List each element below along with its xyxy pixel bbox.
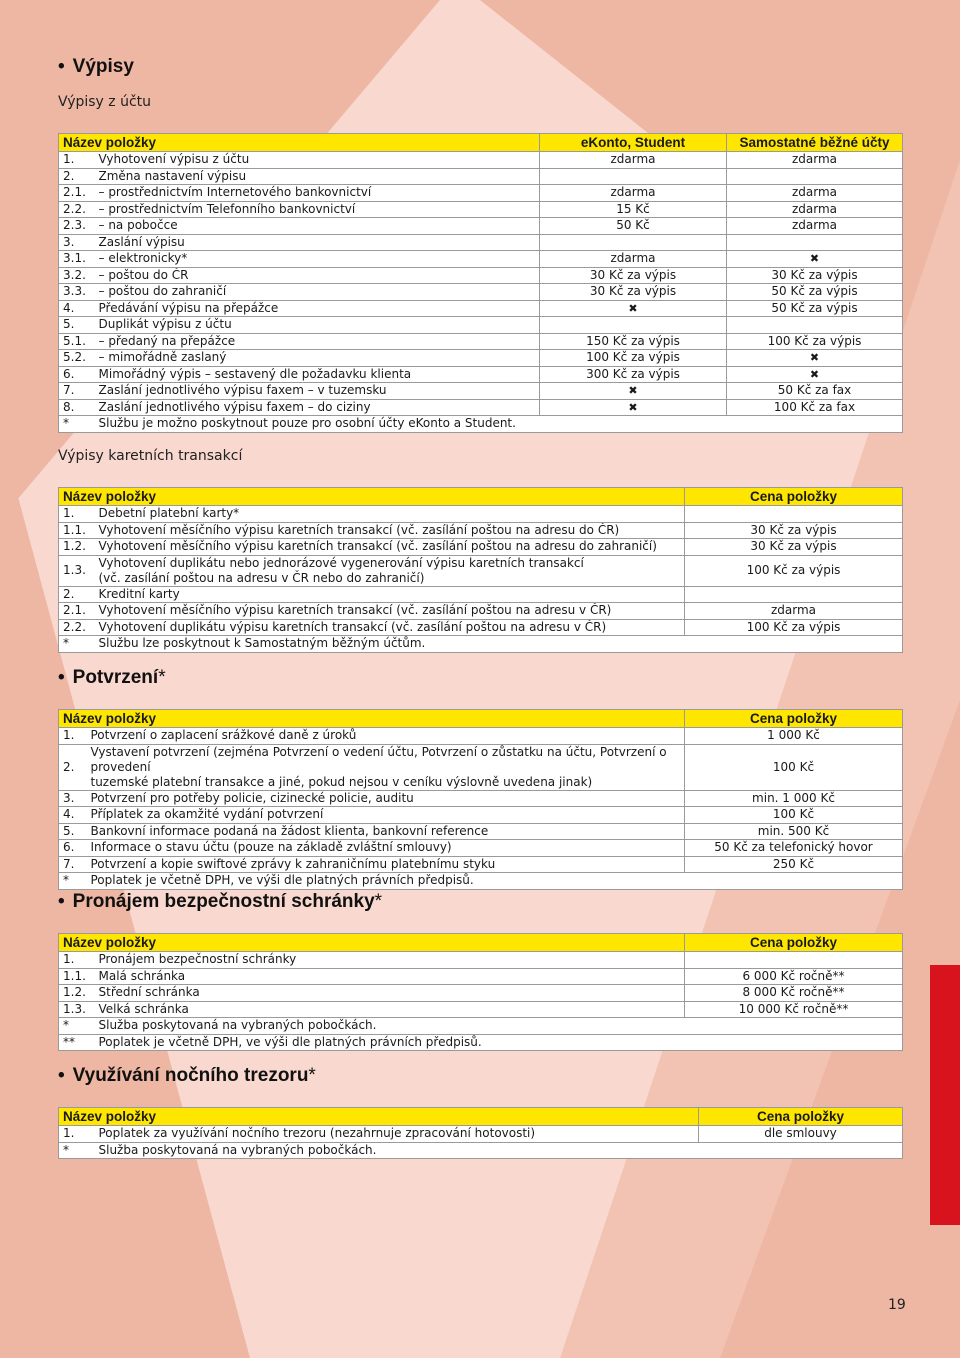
cross-icon: ✖ [809, 367, 820, 381]
column-header-name: Název položky [59, 934, 685, 952]
row-number: 2.2. [59, 619, 95, 636]
row-number: 2.2. [59, 201, 95, 218]
table-row [59, 399, 903, 416]
row-label: Kreditní karty [95, 586, 685, 603]
table-note [59, 1018, 903, 1035]
statements-table [58, 133, 903, 433]
table-row [59, 728, 903, 745]
table-note [59, 416, 903, 433]
table-row [59, 383, 903, 400]
table-row [59, 985, 903, 1002]
row-value-samostatne [727, 366, 903, 383]
note-marker: * [59, 636, 95, 653]
bullet-icon: • [58, 1065, 65, 1086]
row-price: 100 Kč za výpis [685, 555, 903, 586]
table-row [59, 790, 903, 807]
table-header-row [59, 134, 903, 152]
row-value-samostatne: 50 Kč za výpis [727, 284, 903, 301]
table-row [59, 284, 903, 301]
row-label: Malá schránka [95, 968, 685, 985]
row-value-samostatne [727, 234, 903, 251]
table-row [59, 366, 903, 383]
row-label: – poštou do zahraničí [95, 284, 540, 301]
row-value-samostatne: zdarma [727, 218, 903, 235]
row-label: Vyhotovení měsíčního výpisu karetních transakcí (vč. zasílání poštou na adresu do ČR) [95, 522, 685, 539]
cross-icon: ✖ [628, 301, 638, 315]
note-text: Služba poskytovaná na vybraných pobočkách. [95, 1142, 903, 1159]
row-label: Zaslání jednotlivého výpisu faxem – v tuzemsku [95, 383, 540, 400]
table-row [59, 539, 903, 556]
row-label [95, 555, 685, 586]
row-value-samostatne: zdarma [727, 185, 903, 202]
subsection-title: Výpisy z účtu [58, 94, 152, 110]
row-value-ekonto [540, 317, 727, 334]
bullet-icon: • [58, 667, 65, 688]
cross-icon: ✖ [628, 384, 638, 398]
card-statements-table [58, 487, 903, 653]
row-price: 100 Kč za výpis [685, 619, 903, 636]
column-header-samostatne: Samostatné běžné účty [727, 134, 903, 152]
table-row [59, 586, 903, 603]
row-value-samostatne: 30 Kč za výpis [727, 267, 903, 284]
row-value-samostatne: zdarma [727, 152, 903, 169]
row-number: 6. [59, 366, 95, 383]
table-note [59, 1142, 903, 1159]
row-label-line: (vč. zasílání poštou na adresu v ČR nebo do zahraničí) [98, 570, 425, 585]
row-label: Duplikát výpisu z účtu [95, 317, 540, 334]
row-value-samostatne: zdarma [727, 201, 903, 218]
row-value-ekonto: 300 Kč za výpis [540, 366, 727, 383]
row-number: 2. [59, 586, 95, 603]
row-price: 8 000 Kč ročně** [685, 985, 903, 1002]
section-title-schranka: • Pronájem bezpečnostní schránky* [58, 891, 383, 912]
table-header-row [59, 488, 903, 506]
row-label: Bankovní informace podaná na žádost klienta, bankovní reference [87, 823, 685, 840]
row-value-ekonto [540, 234, 727, 251]
row-number: 2. [59, 168, 95, 185]
note-text: Služba poskytovaná na vybraných pobočkách. [95, 1018, 903, 1035]
table-row [59, 968, 903, 985]
note-marker: ** [59, 1034, 95, 1051]
table-row [59, 218, 903, 235]
cross-icon: ✖ [809, 252, 820, 266]
table-note [59, 873, 903, 890]
column-header-name: Název položky [59, 488, 685, 506]
table-row [59, 823, 903, 840]
table-row [59, 317, 903, 334]
table-row [59, 185, 903, 202]
section-title-potvrzeni: • Potvrzení* [58, 667, 166, 688]
row-number: 1. [59, 1126, 95, 1143]
note-marker: * [59, 873, 87, 890]
cross-icon: ✖ [809, 351, 820, 365]
row-price [685, 952, 903, 969]
table-row [59, 555, 903, 586]
row-price [685, 506, 903, 523]
row-value-samostatne [727, 350, 903, 367]
safe-box-table [58, 933, 903, 1051]
column-header-name: Název položky [59, 710, 685, 728]
row-number: 3.2. [59, 267, 95, 284]
row-label: Debetní platební karty* [95, 506, 685, 523]
row-value-ekonto: 30 Kč za výpis [540, 267, 727, 284]
column-header-price: Cena položky [699, 1108, 903, 1126]
row-price: min. 1 000 Kč [685, 790, 903, 807]
row-label: – na pobočce [95, 218, 540, 235]
row-price: 10 000 Kč ročně** [685, 1001, 903, 1018]
table-note [59, 1034, 903, 1051]
row-value-ekonto: zdarma [540, 185, 727, 202]
note-marker: * [59, 1018, 95, 1035]
note-marker: * [59, 416, 95, 433]
row-label: – elektronicky* [95, 251, 540, 268]
table-row [59, 952, 903, 969]
row-value-samostatne [727, 168, 903, 185]
row-label: Předávání výpisu na přepážce [95, 300, 540, 317]
row-label: Poplatek za využívání nočního trezoru (nezahrnuje zpracování hotovosti) [95, 1126, 699, 1143]
row-price: 6 000 Kč ročně** [685, 968, 903, 985]
table-row [59, 267, 903, 284]
section-title-trezor: • Využívání nočního trezoru* [58, 1065, 316, 1086]
table-row [59, 807, 903, 824]
row-number: 1.3. [59, 555, 95, 586]
row-label: – prostřednictvím Internetového bankovnictví [95, 185, 540, 202]
row-price: 50 Kč za telefonický hovor [685, 840, 903, 857]
column-header-price: Cena položky [685, 710, 903, 728]
row-number: 5. [59, 823, 87, 840]
table-row [59, 333, 903, 350]
row-value-ekonto: zdarma [540, 251, 727, 268]
row-number: 2.3. [59, 218, 95, 235]
table-row [59, 201, 903, 218]
row-number: 5.1. [59, 333, 95, 350]
row-value-samostatne: 50 Kč za fax [727, 383, 903, 400]
table-header-row [59, 934, 903, 952]
row-label: Zaslání jednotlivého výpisu faxem – do ciziny [95, 399, 540, 416]
row-label: Střední schránka [95, 985, 685, 1002]
table-header-row [59, 710, 903, 728]
row-number: 7. [59, 856, 87, 873]
row-price: 100 Kč [685, 807, 903, 824]
row-value-ekonto [540, 399, 727, 416]
row-number: 3.3. [59, 284, 95, 301]
row-label-line: Vyhotovení duplikátu nebo jednorázové vygenerování výpisu karetních transakcí [98, 555, 584, 570]
note-text: Službu lze poskytnout k Samostatným běžným účtům. [95, 636, 903, 653]
row-label: Potvrzení o zaplacení srážkové daně z úroků [87, 728, 685, 745]
table-row [59, 168, 903, 185]
row-number: 3.1. [59, 251, 95, 268]
row-label: Mimořádný výpis – sestavený dle požadavku klienta [95, 366, 540, 383]
row-value-ekonto: 50 Kč [540, 218, 727, 235]
row-label: Potvrzení pro potřeby policie, cizinecké policie, auditu [87, 790, 685, 807]
row-label-line: tuzemské platební transakce a jiné, pokud nejsou v ceníku výslovně uvedena jinak) [90, 774, 593, 789]
table-row [59, 350, 903, 367]
table-row [59, 1126, 903, 1143]
row-label: – mimořádně zaslaný [95, 350, 540, 367]
row-number: 1. [59, 152, 95, 169]
row-number: 2.1. [59, 185, 95, 202]
table-row [59, 234, 903, 251]
row-value-samostatne [727, 251, 903, 268]
row-value-ekonto: 15 Kč [540, 201, 727, 218]
row-number: 1.2. [59, 985, 95, 1002]
row-price: dle smlouvy [699, 1126, 903, 1143]
table-row [59, 840, 903, 857]
row-label: Vyhotovení měsíčního výpisu karetních transakcí (vč. zasílání poštou na adresu v ČR) [95, 603, 685, 620]
row-price: 30 Kč za výpis [685, 522, 903, 539]
row-number: 4. [59, 300, 95, 317]
row-label: Potvrzení a kopie swiftové zprávy k zahraničnímu platebnímu styku [87, 856, 685, 873]
cross-icon: ✖ [628, 400, 638, 414]
row-label: Zaslání výpisu [95, 234, 540, 251]
row-price: zdarma [685, 603, 903, 620]
row-label: Velká schránka [95, 1001, 685, 1018]
row-number: 1.3. [59, 1001, 95, 1018]
table-row [59, 506, 903, 523]
confirmations-table [58, 709, 903, 890]
row-price: 1 000 Kč [685, 728, 903, 745]
row-label-line: Vystavení potvrzení (zejména Potvrzení o vedení účtu, Potvrzení o zůstatku na účtu, Potvrzení o provedení [90, 744, 667, 774]
row-number: 4. [59, 807, 87, 824]
column-header-name: Název položky [59, 134, 540, 152]
row-price: 250 Kč [685, 856, 903, 873]
column-header-price: Cena položky [685, 934, 903, 952]
table-row [59, 522, 903, 539]
row-number: 3. [59, 234, 95, 251]
table-note [59, 636, 903, 653]
row-number: 7. [59, 383, 95, 400]
row-number: 5. [59, 317, 95, 334]
row-label: – prostřednictvím Telefonního bankovnictví [95, 201, 540, 218]
night-safe-table [58, 1107, 903, 1159]
page-number: 19 [888, 1297, 906, 1313]
column-header-ekonto: eKonto, Student [540, 134, 727, 152]
row-label: Vyhotovení měsíčního výpisu karetních transakcí (vč. zasílání poštou na adresu do zahraničí) [95, 539, 685, 556]
row-label: Změna nastavení výpisu [95, 168, 540, 185]
row-number: 2.1. [59, 603, 95, 620]
row-value-ekonto: 150 Kč za výpis [540, 333, 727, 350]
row-price [685, 586, 903, 603]
row-value-ekonto: 30 Kč za výpis [540, 284, 727, 301]
row-number: 1. [59, 506, 95, 523]
row-value-ekonto [540, 168, 727, 185]
column-header-price: Cena položky [685, 488, 903, 506]
row-value-ekonto [540, 383, 727, 400]
row-label: Příplatek za okamžité vydání potvrzení [87, 807, 685, 824]
section-title-vypisy: • Výpisy [58, 56, 134, 77]
table-row [59, 856, 903, 873]
row-number: 1. [59, 952, 95, 969]
row-number: 2. [59, 744, 87, 790]
row-number: 1. [59, 728, 87, 745]
row-number: 3. [59, 790, 87, 807]
note-text: Poplatek je včetně DPH, ve výši dle platných právních předpisů. [87, 873, 903, 890]
note-text: Poplatek je včetně DPH, ve výši dle platných právních předpisů. [95, 1034, 903, 1051]
row-value-ekonto [540, 300, 727, 317]
note-text: Službu je možno poskytnout pouze pro osobní účty eKonto a Student. [95, 416, 903, 433]
table-header-row [59, 1108, 903, 1126]
row-label: – předaný na přepážce [95, 333, 540, 350]
table-row [59, 1001, 903, 1018]
row-value-samostatne [727, 317, 903, 334]
row-number: 8. [59, 399, 95, 416]
subsection-title-card: Výpisy karetních transakcí [58, 448, 243, 464]
row-value-ekonto: 100 Kč za výpis [540, 350, 727, 367]
row-label: Vyhotovení duplikátu výpisu karetních transakcí (vč. zasílání poštou na adresu v ČR) [95, 619, 685, 636]
row-label: Informace o stavu účtu (pouze na základě zvláštní smlouvy) [87, 840, 685, 857]
row-label: – poštou do ČR [95, 267, 540, 284]
row-value-ekonto: zdarma [540, 152, 727, 169]
row-number: 5.2. [59, 350, 95, 367]
table-row [59, 251, 903, 268]
table-row [59, 152, 903, 169]
row-number: 6. [59, 840, 87, 857]
row-price: 100 Kč [685, 744, 903, 790]
row-value-samostatne: 100 Kč za fax [727, 399, 903, 416]
row-number: 1.2. [59, 539, 95, 556]
column-header-name: Název položky [59, 1108, 699, 1126]
row-value-samostatne: 50 Kč za výpis [727, 300, 903, 317]
row-price: 30 Kč za výpis [685, 539, 903, 556]
table-row [59, 603, 903, 620]
row-label [87, 744, 685, 790]
note-marker: * [59, 1142, 95, 1159]
row-number: 1.1. [59, 968, 95, 985]
row-number: 1.1. [59, 522, 95, 539]
table-row [59, 300, 903, 317]
row-value-samostatne: 100 Kč za výpis [727, 333, 903, 350]
row-price: min. 500 Kč [685, 823, 903, 840]
row-label: Pronájem bezpečnostní schránky [95, 952, 685, 969]
row-label: Vyhotovení výpisu z účtu [95, 152, 540, 169]
table-row [59, 744, 903, 790]
table-row [59, 619, 903, 636]
bullet-icon: • [58, 891, 65, 912]
bullet-icon: • [58, 56, 65, 77]
